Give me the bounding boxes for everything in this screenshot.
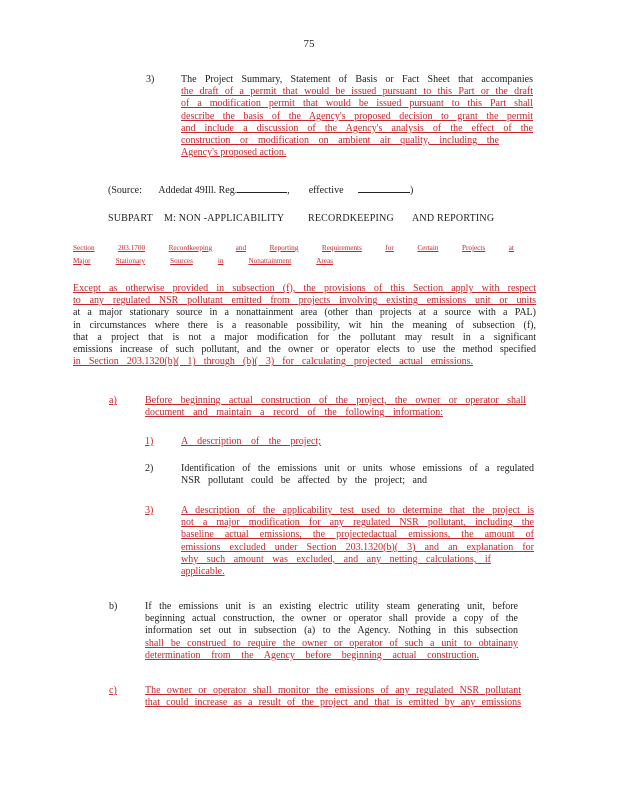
section-heading-word: Section — [73, 244, 95, 252]
intro-line: in Section 203.1320(b)( 1) through (b)( 3) for calculating projected actual emissions. — [73, 356, 473, 368]
intro-line: at a major stationary source in a nonattainment area (other than projects at a source with a PAL) — [73, 307, 536, 319]
subsection-c-number: c) — [109, 685, 117, 696]
item-3-line: Agency's proposed action. — [181, 147, 287, 159]
subsection-b-number: b) — [109, 601, 118, 612]
intro-line: that a project that is not a major modification for the pollutant may result in a significant — [73, 331, 536, 343]
item-a3-line: why such amount was excluded, and any netting calculations, if — [181, 553, 491, 565]
item-3-line: The Project Summary, Statement of Basis or Fact Sheet that accompanies — [181, 74, 533, 85]
item-a3-line: A description of the applicability test used to determine that the project is — [181, 505, 534, 516]
section-heading-word: Recordkeeping — [168, 244, 213, 252]
item-a2-text — [181, 463, 534, 487]
section-heading-word: Certain — [417, 244, 439, 252]
section-heading-word: Projects — [462, 244, 486, 252]
subsection-b-line: information set out in subsection (a) to the Agency. Nothing in this subsection — [145, 625, 518, 637]
item-3-line: describe the basis of the Agency's proposed decision to grant the permit — [181, 110, 533, 122]
section-heading-line-2 — [73, 255, 333, 267]
intro-line: to any regulated NSR pollutant emitted from projects involving existing emissions unit or units — [73, 295, 536, 307]
section-heading-word: Sources — [170, 257, 193, 265]
section-heading-word: Requirements — [321, 244, 362, 252]
subsection-b-text — [145, 601, 518, 662]
subpart-title-reporting: AND REPORTING — [412, 213, 495, 224]
section-heading-word: Areas — [316, 257, 333, 265]
item-a3-line: emissions excluded under Section 203.1320(b)( 3) and an explanation for — [181, 541, 534, 553]
item-a3-line: baseline actual emissions, the projectedactual emissions, the amount of — [181, 529, 534, 541]
item-a2-line: NSR pollutant could be affected by the project; and — [181, 475, 427, 487]
item-3-line: of a modification permit that would be issued pursuant to this Part shall — [181, 98, 533, 110]
intro-line: emissions increase of such pollutant, and the owner or operator elects to use the method specified — [73, 344, 536, 356]
subpart-title-recordkeeping: RECORDKEEPING — [308, 213, 394, 224]
item-3-line: construction or modification on ambient air quality, including the — [181, 135, 499, 147]
subsection-a-line: document and maintain a record of the following information: — [145, 407, 443, 419]
item-a1-number: 1) — [145, 436, 154, 447]
source-comma: , — [287, 185, 290, 196]
source-added: Addedat 49Ill. Reg. — [158, 185, 238, 196]
intro-paragraph — [73, 283, 536, 368]
subsection-b-line: If the emissions unit is an existing electric utility steam generating unit, before — [145, 601, 518, 612]
section-heading-word: at — [508, 244, 514, 252]
section-heading-word: Stationary — [115, 257, 146, 265]
item-3-line: and include a discussion of the Agency's analysis of the effect of the — [181, 122, 533, 134]
intro-line: in circumstances where there is a reasonable possibility, wit hin the meaning of subsection (f), — [73, 319, 536, 331]
item-a1-text — [181, 436, 321, 448]
source-prefix: (Source: — [108, 185, 142, 196]
section-heading-line-1 — [73, 242, 514, 254]
item-3-text — [181, 74, 533, 159]
item-a2-line: Identification of the emissions unit or units whose emissions of a regulated — [181, 463, 534, 474]
item-a1-line: A description of the project; — [181, 436, 321, 447]
page-number: 75 — [303, 38, 315, 50]
section-heading-word: for — [385, 244, 394, 252]
effective-date-blank — [358, 192, 410, 193]
subsection-c-line: The owner or operator shall monitor the emissions of any regulated NSR pollutant — [145, 685, 521, 696]
subsection-a-text — [145, 395, 526, 419]
subsection-c-text — [145, 685, 521, 709]
item-a2-number: 2) — [145, 463, 154, 474]
subsection-b-line: beginning actual construction, the owner or operator shall provide a copy of the — [145, 613, 518, 625]
subsection-a-line: Before beginning actual construction of the project, the owner or operator shall — [145, 395, 526, 406]
source-note — [108, 185, 438, 197]
section-heading-word: Major — [73, 257, 91, 265]
section-heading-word: and — [235, 244, 247, 252]
subpart-title: M: NON -APPLICABILITY — [164, 213, 285, 224]
source-effective: effective — [308, 185, 344, 196]
subsection-a-number: a) — [109, 395, 117, 406]
item-a3-number: 3) — [145, 505, 154, 516]
item-3-line: the draft of a permit that would be issued pursuant to this Part or the draft — [181, 86, 533, 98]
intro-line: Except as otherwise provided in subsection (f), the provisions of this Section apply with respect — [73, 283, 536, 294]
item-3-number: 3) — [146, 74, 155, 85]
subsection-c-line: that could increase as a result of the project and that is emitted by any emissions — [145, 697, 521, 709]
item-a3-text — [181, 505, 534, 578]
source-close: ) — [410, 185, 414, 196]
subsection-b-line: determination from the Agency before beginning actual construction. — [145, 649, 479, 661]
section-heading-word: Reporting — [269, 244, 299, 252]
section-heading-word: in — [217, 257, 224, 265]
register-blank — [237, 192, 287, 193]
subpart-label: SUBPART — [108, 213, 153, 224]
section-heading-word: Nonattainment — [248, 257, 292, 265]
section-heading-word: 203.1700 — [118, 244, 146, 252]
item-a3-line: not a major modification for any regulated NSR pollutant, including the — [181, 517, 534, 529]
item-a3-line: applicable. — [181, 566, 225, 578]
subsection-b-line: shall be construed to require the owner or operator of such a unit to obtainany — [145, 637, 518, 649]
